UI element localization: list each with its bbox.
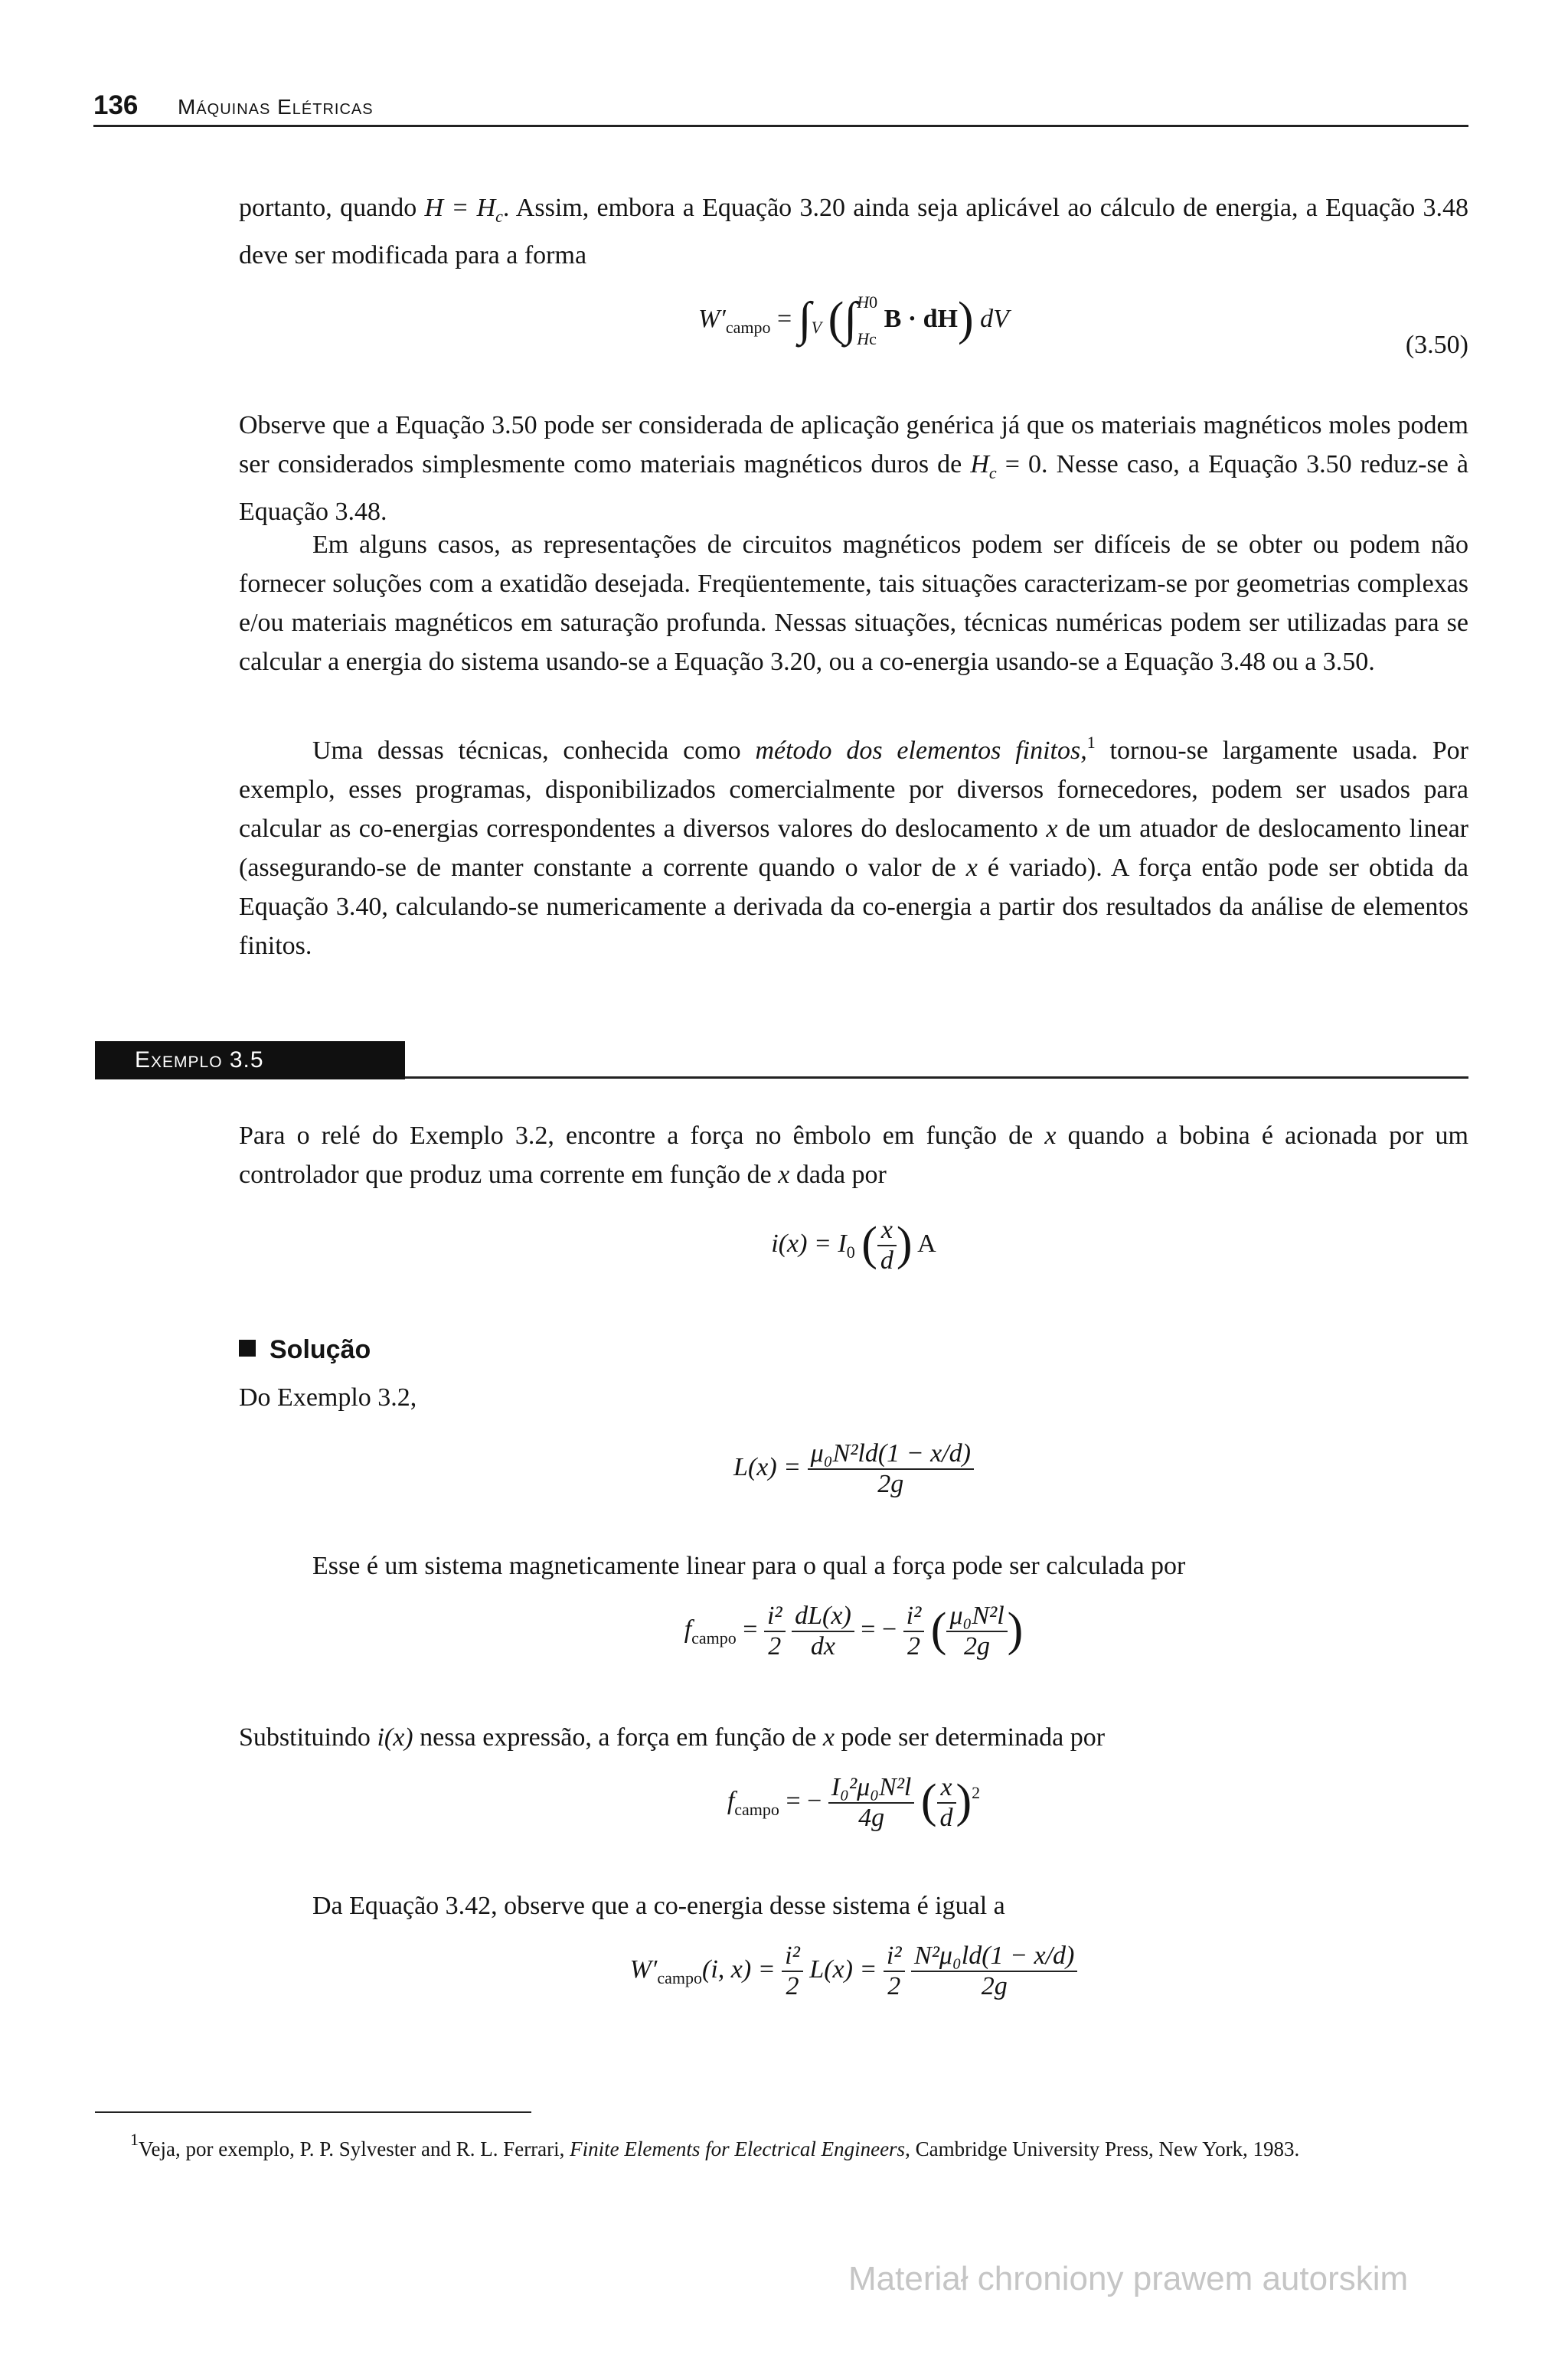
- example-statement-x1: x: [1044, 1122, 1057, 1150]
- equation-current: [239, 1216, 1468, 1275]
- eq-f-num3: i²: [906, 1602, 922, 1630]
- body-p2-b: = 0. Nesse caso, a Equação 3.50 reduz-se à Equação 3.48.: [239, 450, 1468, 526]
- eq-f2-frac1: [828, 1773, 915, 1833]
- eq-current-num: x: [880, 1216, 893, 1244]
- eq350-open-paren: (: [828, 293, 844, 345]
- intro-h-sub: c: [495, 207, 503, 226]
- example-statement: [239, 1116, 1468, 1194]
- eq350-upper-sub: 0: [869, 292, 878, 312]
- header-rule: [93, 125, 1468, 127]
- solution-linear-text: Esse é um sistema magneticamente linear para o qual a força pode ser calculada por: [312, 1552, 1186, 1580]
- eq350-lhs-sub: campo: [725, 318, 771, 337]
- subst-a: Substituindo: [239, 1723, 377, 1752]
- solution-heading: [239, 1335, 371, 1365]
- eq-w-num1: i²: [785, 1941, 800, 1970]
- eq350-inner-integral: ∫: [844, 293, 858, 345]
- eq-current-open-paren: (: [861, 1217, 877, 1270]
- eq350-outer-integral: ∫: [798, 293, 812, 345]
- eq350-lower-sub: c: [869, 329, 877, 349]
- eq350-close-paren: ): [958, 293, 974, 345]
- eq-f2-open-paren: (: [920, 1775, 937, 1827]
- equation-3-50: $W'_{campo} = \int_V$ (∫ H0 Hc B · dH) dV: [698, 292, 1009, 349]
- body-p2-h: H: [970, 450, 989, 478]
- eq-f2-exponent: 2: [972, 1782, 981, 1802]
- eq-f-close-paren: ): [1007, 1603, 1024, 1656]
- subst-ix: i(x): [377, 1723, 413, 1752]
- eq-current-fraction: [877, 1216, 897, 1275]
- example-label: Exemplo 3.5: [135, 1047, 264, 1073]
- equation-force: [239, 1602, 1468, 1661]
- eq-L-num: μ₀N²ld(1 − x/d): [810, 1439, 971, 1468]
- eq-f-lhs-sub: campo: [691, 1628, 737, 1647]
- running-title: Máquinas Elétricas: [178, 95, 374, 119]
- equation-force-substituted: [239, 1773, 1468, 1833]
- body-p4-x1: x: [1046, 815, 1058, 843]
- eq-f-lhs: f: [684, 1615, 692, 1644]
- intro-paragraph: [239, 188, 1468, 275]
- body-p2-a: Observe que a Equação 3.50 pode ser considerada de aplicação genérica já que os materiais magnéticos moles podem ser considerados simplesmente como materiais magnéticos duros de: [239, 411, 1468, 478]
- eq-L-den: 2g: [808, 1468, 974, 1499]
- solution-substitution-text: [239, 1718, 1468, 1757]
- eq-current-den: d: [877, 1245, 897, 1275]
- body-p4-d: é variado). A força então pode ser obtida da Equação 3.40, calculando-se numericamente a derivada da co-energia a partir dos resultados da análise de elementos finitos.: [239, 854, 1468, 960]
- eq-w-num3: N²μ₀ld(1 − x/d): [914, 1941, 1075, 1970]
- eq-f2-lhs: f: [727, 1786, 735, 1815]
- subst-b: nessa expressão, a força em função de: [413, 1723, 823, 1752]
- equation-number-3-50: (3.50): [1405, 331, 1468, 359]
- eq-f-eq: =: [743, 1615, 758, 1644]
- eq-f2-frac2: [937, 1773, 956, 1833]
- eq-w-mid1: L(x) =: [809, 1954, 877, 1984]
- page-number: 136: [93, 90, 139, 120]
- eq-f-frac1: [764, 1602, 786, 1661]
- example-statement-b: quando a bobina é acionada por um controlador que produz uma corrente em função de: [239, 1122, 1468, 1189]
- eq-w-frac1: [782, 1941, 803, 2001]
- body-p4-x2: x: [965, 854, 978, 882]
- subst-c: pode ser determinada por: [834, 1723, 1106, 1752]
- eq-f-frac2: [792, 1602, 854, 1661]
- eq-current-lhs: i(x) = I: [771, 1229, 847, 1258]
- eq-f-den2: dx: [792, 1631, 854, 1661]
- equation-inductance: [239, 1439, 1468, 1499]
- eq-current-unit: A: [917, 1229, 936, 1258]
- eq-w-lhs-sub: campo: [657, 1967, 703, 1987]
- example-statement-a: Para o relé do Exemplo 3.2, encontre a força no êmbolo em função de: [239, 1122, 1045, 1150]
- eq-w-args: (i, x) =: [702, 1954, 776, 1984]
- eq-w-num2: i²: [886, 1941, 902, 1970]
- footnote-book-title: Finite Elements for Electrical Engineers: [570, 2137, 906, 2160]
- eq-f-num2: dL(x): [795, 1602, 851, 1630]
- intro-text-start: portanto, quando: [239, 194, 425, 222]
- footnote-mark: 1: [130, 2130, 139, 2149]
- eq-f-den4: 2g: [946, 1631, 1007, 1661]
- body-p4-c: de um atuador de deslocamento linear (assegurando-se de manter constante a corrente quando o valor de: [239, 815, 1468, 882]
- body-paragraph-1: [239, 406, 1468, 531]
- eq-L-fraction: [808, 1439, 974, 1499]
- eq-f2-den2: d: [937, 1802, 956, 1833]
- body-p4-a: Uma dessas técnicas, conhecida como: [312, 736, 756, 765]
- eq350-limits: [857, 294, 877, 348]
- copyright-watermark: Materiał chroniony prawem autorskim: [848, 2260, 1409, 2297]
- eq-f-mid: = −: [861, 1615, 897, 1644]
- eq-f-open-paren: (: [930, 1603, 947, 1656]
- eq-f-den1: 2: [764, 1631, 786, 1661]
- eq-w-frac3: [911, 1941, 1077, 2001]
- solution-heading-text: Solução: [270, 1335, 371, 1364]
- eq-f-frac3: [903, 1602, 925, 1661]
- eq350-upper: H: [857, 292, 870, 312]
- solution-coenergy-text: Da Equação 3.42, observe que a co-energia desse sistema é igual a: [312, 1892, 1005, 1920]
- eq-f2-den: 4g: [828, 1802, 915, 1833]
- eq-L-lhs: L(x) =: [733, 1452, 802, 1481]
- subst-x: x: [822, 1723, 835, 1752]
- eq350-dv: dV: [980, 305, 1009, 333]
- eq-w-den2: 2: [884, 1971, 905, 2001]
- body-paragraph-3: [239, 723, 1468, 965]
- eq-f-den3: 2: [903, 1631, 925, 1661]
- eq-f-frac4: [946, 1602, 1007, 1661]
- footnote-ref: 1: [1086, 733, 1096, 752]
- solution-from-example: Do Exemplo 3.2,: [239, 1383, 417, 1412]
- eq-w-den1: 2: [782, 1971, 803, 2001]
- eq-w-frac2: [884, 1941, 905, 2001]
- footnote-rule: [95, 2111, 531, 2113]
- body-p2-sub: c: [988, 463, 997, 482]
- body-paragraph-2: Em alguns casos, as representações de circuitos magnéticos podem ser difíceis de se obter ou podem não fornecer soluções com a exatidão desejada. Freqüentemente, tais situações caracterizam-se por geometrias complexas e/ou materiais magnéticos em saturação profunda. Nessas situações, técnicas numéricas podem ser utilizadas para se calcular a energia do sistema usando-se a Equação 3.20, ou a co-energia usando-se a Equação 3.48 ou a 3.50.: [239, 531, 1468, 676]
- example-statement-c: dada por: [789, 1161, 887, 1189]
- example-statement-x2: x: [778, 1161, 790, 1189]
- intro-h-equals: H = H: [424, 194, 496, 222]
- eq-f2-num: I₀²μ₀N²l: [831, 1773, 912, 1801]
- eq-w-lhs: W′: [629, 1954, 658, 1984]
- eq-f2-lhs-sub: campo: [734, 1799, 779, 1819]
- footnote-text-b: , Cambridge University Press, New York, 1983.: [905, 2137, 1300, 2160]
- intro-text-rest: . Assim, embora a Equação 3.20 ainda seja aplicável ao cálculo de energia, a Equação 3.48 deve ser modificada para a forma: [239, 194, 1468, 269]
- eq-f-num1: i²: [766, 1602, 782, 1630]
- eq350-integrand: B · dH: [884, 305, 958, 333]
- eq350-volume-sub: V: [811, 318, 822, 337]
- footnote: [130, 2125, 1468, 2163]
- solution-bullet-icon: [239, 1340, 256, 1357]
- eq350-lower: H: [857, 329, 870, 349]
- eq-f2-mid: = −: [786, 1786, 822, 1815]
- body-p4-b: tornou-se largamente usada. Por exemplo, esses programas, disponibilizados comercialmente por diversos fornecedores, podem ser usados para calcular as co-energias correspondentes a diversos valores do deslocamento: [239, 736, 1468, 843]
- eq-w-den3: 2g: [911, 1971, 1077, 2001]
- footnote-text-a: Veja, por exemplo, P. P. Sylvester and R. L. Ferrari,: [139, 2137, 570, 2160]
- eq-f2-close-paren: ): [956, 1775, 972, 1827]
- eq-f-num4: μ₀N²l: [949, 1602, 1004, 1630]
- eq-current-lhs-sub: 0: [846, 1242, 855, 1262]
- equation-coenergy: [239, 1941, 1468, 2001]
- example-rule: [405, 1076, 1468, 1079]
- body-p4-em: método dos elementos finitos,: [755, 736, 1087, 765]
- eq-current-close-paren: ): [896, 1217, 913, 1270]
- eq350-lhs: W′: [698, 305, 726, 333]
- eq-f2-num2: x: [940, 1773, 952, 1801]
